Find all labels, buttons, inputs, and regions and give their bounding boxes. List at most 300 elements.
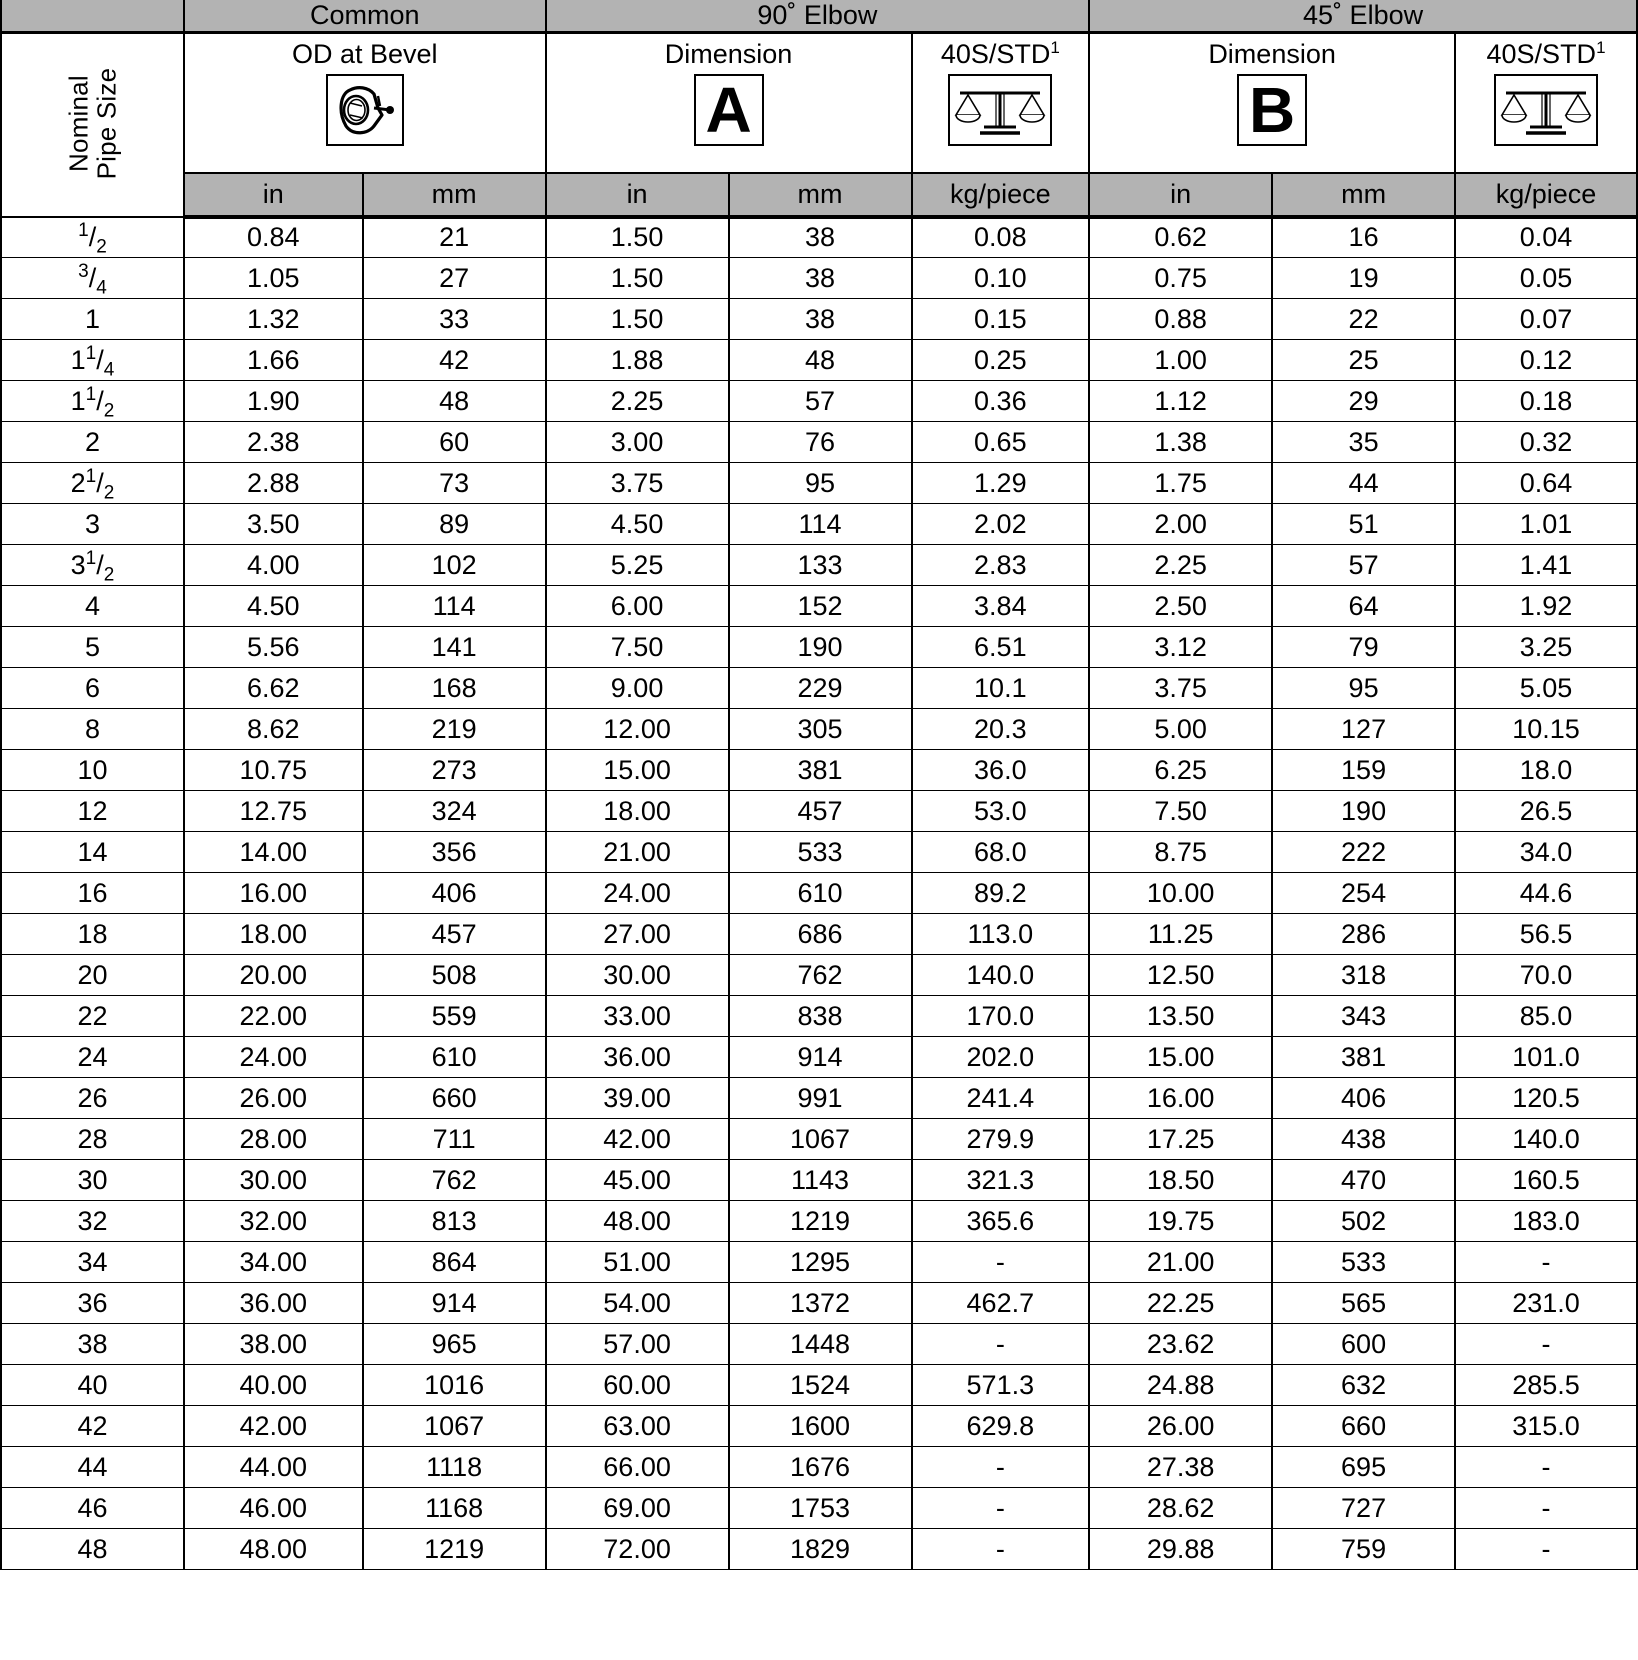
- cell-a-mm: 1676: [729, 1447, 912, 1488]
- cell-a-in: 54.00: [546, 1283, 729, 1324]
- cell-od-in: 24.00: [184, 1037, 363, 1078]
- column-title-row: [1, 33, 1637, 173]
- letter-a-icon: A: [694, 74, 764, 146]
- cell-weight-45: 10.15: [1455, 709, 1637, 750]
- cell-b-in: 29.88: [1089, 1529, 1272, 1570]
- cell-b-in: 1.00: [1089, 340, 1272, 381]
- cell-weight-45: 183.0: [1455, 1201, 1637, 1242]
- cell-b-in: 10.00: [1089, 873, 1272, 914]
- cell-b-mm: 254: [1272, 873, 1455, 914]
- cell-b-in: 12.50: [1089, 955, 1272, 996]
- cell-weight-90: 10.1: [912, 668, 1090, 709]
- cell-nominal-pipe-size: 38: [1, 1324, 184, 1365]
- unit-header-od-in: in: [184, 173, 363, 217]
- cell-od-mm: 324: [363, 791, 546, 832]
- cell-weight-90: 140.0: [912, 955, 1090, 996]
- cell-b-mm: 286: [1272, 914, 1455, 955]
- cell-b-in: 21.00: [1089, 1242, 1272, 1283]
- cell-od-in: 30.00: [184, 1160, 363, 1201]
- col-title-label: 40S/STD$^1$: [940, 38, 1060, 69]
- table-row: [1, 586, 1637, 627]
- cell-nominal-pipe-size: $3^1/_2$: [1, 545, 184, 586]
- cell-b-in: 3.12: [1089, 627, 1272, 668]
- unit-header-a-in: in: [546, 173, 729, 217]
- cell-b-mm: 159: [1272, 750, 1455, 791]
- cell-od-in: 46.00: [184, 1488, 363, 1529]
- table-row: [1, 1201, 1637, 1242]
- cell-od-in: 26.00: [184, 1078, 363, 1119]
- cell-b-mm: 470: [1272, 1160, 1455, 1201]
- table-row: [1, 504, 1637, 545]
- cell-od-mm: 610: [363, 1037, 546, 1078]
- cell-weight-45: 26.5: [1455, 791, 1637, 832]
- cell-od-mm: 762: [363, 1160, 546, 1201]
- unit-header-b-in: in: [1089, 173, 1272, 217]
- cell-b-in: 8.75: [1089, 832, 1272, 873]
- cell-weight-45: 101.0: [1455, 1037, 1637, 1078]
- cell-b-in: 24.88: [1089, 1365, 1272, 1406]
- letter-b-icon: B: [1237, 74, 1307, 146]
- cell-b-mm: 222: [1272, 832, 1455, 873]
- cell-nominal-pipe-size: 18: [1, 914, 184, 955]
- cell-weight-90: 241.4: [912, 1078, 1090, 1119]
- cell-nominal-pipe-size: 14: [1, 832, 184, 873]
- cell-od-in: 32.00: [184, 1201, 363, 1242]
- cell-weight-45: 0.05: [1455, 258, 1637, 299]
- cell-weight-90: -: [912, 1488, 1090, 1529]
- group-header-90-elbow: 90˚ Elbow: [546, 0, 1090, 33]
- cell-weight-45: 0.18: [1455, 381, 1637, 422]
- cell-od-in: 38.00: [184, 1324, 363, 1365]
- cell-weight-45: -: [1455, 1447, 1637, 1488]
- cell-weight-45: 56.5: [1455, 914, 1637, 955]
- cell-b-in: 5.00: [1089, 709, 1272, 750]
- cell-nominal-pipe-size: 5: [1, 627, 184, 668]
- cell-b-mm: 759: [1272, 1529, 1455, 1570]
- cell-od-mm: 1118: [363, 1447, 546, 1488]
- cell-b-in: 2.25: [1089, 545, 1272, 586]
- cell-b-mm: 25: [1272, 340, 1455, 381]
- cell-b-mm: 600: [1272, 1324, 1455, 1365]
- cell-weight-45: 18.0: [1455, 750, 1637, 791]
- cell-weight-45: 5.05: [1455, 668, 1637, 709]
- table-row: [1, 914, 1637, 955]
- cell-a-in: 30.00: [546, 955, 729, 996]
- cell-b-in: 2.00: [1089, 504, 1272, 545]
- cell-od-in: 14.00: [184, 832, 363, 873]
- cell-a-mm: 610: [729, 873, 912, 914]
- table-row: [1, 832, 1637, 873]
- cell-nominal-pipe-size: 6: [1, 668, 184, 709]
- cell-nominal-pipe-size: $1^1/_4$: [1, 340, 184, 381]
- cell-od-in: 1.66: [184, 340, 363, 381]
- cell-od-mm: 660: [363, 1078, 546, 1119]
- cell-a-mm: 914: [729, 1037, 912, 1078]
- cell-od-mm: 813: [363, 1201, 546, 1242]
- cell-a-in: 1.50: [546, 258, 729, 299]
- cell-a-mm: 190: [729, 627, 912, 668]
- group-header-row: [1, 0, 1637, 33]
- cell-a-mm: 381: [729, 750, 912, 791]
- cell-a-mm: 533: [729, 832, 912, 873]
- unit-header-weight-90: kg/piece: [912, 173, 1090, 217]
- cell-weight-90: 3.84: [912, 586, 1090, 627]
- cell-a-mm: 38: [729, 299, 912, 340]
- table-row: [1, 422, 1637, 463]
- cell-a-in: 3.00: [546, 422, 729, 463]
- cell-od-in: 28.00: [184, 1119, 363, 1160]
- cell-weight-90: 0.15: [912, 299, 1090, 340]
- cell-weight-45: 34.0: [1455, 832, 1637, 873]
- cell-b-mm: 565: [1272, 1283, 1455, 1324]
- cell-od-mm: 356: [363, 832, 546, 873]
- cell-a-mm: 1600: [729, 1406, 912, 1447]
- cell-weight-90: 36.0: [912, 750, 1090, 791]
- cell-weight-90: 1.29: [912, 463, 1090, 504]
- cell-nominal-pipe-size: 48: [1, 1529, 184, 1570]
- cell-weight-90: 0.10: [912, 258, 1090, 299]
- cell-a-mm: 305: [729, 709, 912, 750]
- cell-a-mm: 152: [729, 586, 912, 627]
- cell-od-mm: 141: [363, 627, 546, 668]
- table-body: [1, 217, 1637, 1570]
- cell-b-mm: 51: [1272, 504, 1455, 545]
- cell-a-mm: 838: [729, 996, 912, 1037]
- table-row: [1, 299, 1637, 340]
- cell-od-mm: 73: [363, 463, 546, 504]
- table-row: [1, 750, 1637, 791]
- cell-weight-90: 113.0: [912, 914, 1090, 955]
- cell-od-in: 6.62: [184, 668, 363, 709]
- cell-weight-45: -: [1455, 1488, 1637, 1529]
- cell-a-mm: 57: [729, 381, 912, 422]
- cell-weight-45: 85.0: [1455, 996, 1637, 1037]
- cell-weight-90: 321.3: [912, 1160, 1090, 1201]
- cell-od-in: 4.50: [184, 586, 363, 627]
- cell-a-in: 1.50: [546, 299, 729, 340]
- cell-b-in: 2.50: [1089, 586, 1272, 627]
- cell-nominal-pipe-size: 24: [1, 1037, 184, 1078]
- pipe-bevel-icon: [326, 74, 404, 146]
- cell-od-mm: 48: [363, 381, 546, 422]
- cell-weight-45: 0.04: [1455, 217, 1637, 258]
- cell-od-mm: 1067: [363, 1406, 546, 1447]
- cell-od-in: 22.00: [184, 996, 363, 1037]
- table-row: [1, 1406, 1637, 1447]
- cell-weight-90: 6.51: [912, 627, 1090, 668]
- cell-weight-45: 1.01: [1455, 504, 1637, 545]
- cell-b-mm: 438: [1272, 1119, 1455, 1160]
- cell-b-mm: 35: [1272, 422, 1455, 463]
- cell-a-in: 39.00: [546, 1078, 729, 1119]
- cell-a-in: 2.25: [546, 381, 729, 422]
- cell-a-in: 42.00: [546, 1119, 729, 1160]
- corner-cell: [1, 0, 184, 33]
- cell-a-mm: 686: [729, 914, 912, 955]
- cell-a-in: 51.00: [546, 1242, 729, 1283]
- cell-a-in: 66.00: [546, 1447, 729, 1488]
- cell-od-mm: 60: [363, 422, 546, 463]
- cell-b-in: 0.75: [1089, 258, 1272, 299]
- cell-weight-90: -: [912, 1242, 1090, 1283]
- cell-b-in: 23.62: [1089, 1324, 1272, 1365]
- table-row: [1, 668, 1637, 709]
- cell-od-in: 36.00: [184, 1283, 363, 1324]
- footnote-marker: 1: [1050, 38, 1060, 57]
- cell-a-in: 1.88: [546, 340, 729, 381]
- table-row: [1, 996, 1637, 1037]
- cell-a-in: 21.00: [546, 832, 729, 873]
- table-row: [1, 1078, 1637, 1119]
- footnote-marker: 1: [1596, 38, 1606, 57]
- cell-od-mm: 102: [363, 545, 546, 586]
- cell-b-mm: 64: [1272, 586, 1455, 627]
- cell-weight-90: 2.02: [912, 504, 1090, 545]
- table-row: [1, 1529, 1637, 1570]
- cell-a-mm: 762: [729, 955, 912, 996]
- cell-a-mm: 1753: [729, 1488, 912, 1529]
- cell-od-mm: 1219: [363, 1529, 546, 1570]
- cell-b-in: 28.62: [1089, 1488, 1272, 1529]
- cell-od-mm: 1016: [363, 1365, 546, 1406]
- cell-weight-45: -: [1455, 1242, 1637, 1283]
- table-row: [1, 1242, 1637, 1283]
- cell-od-in: 1.32: [184, 299, 363, 340]
- cell-a-in: 36.00: [546, 1037, 729, 1078]
- col-title-label: OD at Bevel: [291, 39, 438, 69]
- cell-nominal-pipe-size: $^3/_4$: [1, 258, 184, 299]
- cell-nominal-pipe-size: 26: [1, 1078, 184, 1119]
- cell-od-in: 34.00: [184, 1242, 363, 1283]
- cell-nominal-pipe-size: 42: [1, 1406, 184, 1447]
- cell-weight-45: 0.32: [1455, 422, 1637, 463]
- cell-a-mm: 133: [729, 545, 912, 586]
- table-row: [1, 791, 1637, 832]
- cell-a-mm: 1067: [729, 1119, 912, 1160]
- cell-nominal-pipe-size: 1: [1, 299, 184, 340]
- cell-weight-45: 70.0: [1455, 955, 1637, 996]
- cell-od-mm: 219: [363, 709, 546, 750]
- cell-weight-45: 0.12: [1455, 340, 1637, 381]
- cell-b-in: 11.25: [1089, 914, 1272, 955]
- cell-b-mm: 406: [1272, 1078, 1455, 1119]
- cell-od-mm: 27: [363, 258, 546, 299]
- cell-nominal-pipe-size: 20: [1, 955, 184, 996]
- cell-a-mm: 1829: [729, 1529, 912, 1570]
- cell-od-mm: 21: [363, 217, 546, 258]
- cell-a-mm: 48: [729, 340, 912, 381]
- cell-weight-45: 1.41: [1455, 545, 1637, 586]
- cell-a-in: 45.00: [546, 1160, 729, 1201]
- cell-od-in: 16.00: [184, 873, 363, 914]
- cell-a-in: 18.00: [546, 791, 729, 832]
- cell-od-mm: 1168: [363, 1488, 546, 1529]
- cell-a-in: 63.00: [546, 1406, 729, 1447]
- cell-weight-45: 315.0: [1455, 1406, 1637, 1447]
- cell-weight-90: 571.3: [912, 1365, 1090, 1406]
- cell-od-mm: 457: [363, 914, 546, 955]
- cell-nominal-pipe-size: 8: [1, 709, 184, 750]
- cell-od-mm: 33: [363, 299, 546, 340]
- cell-weight-45: 120.5: [1455, 1078, 1637, 1119]
- cell-od-in: 3.50: [184, 504, 363, 545]
- table-row: [1, 340, 1637, 381]
- cell-a-in: 3.75: [546, 463, 729, 504]
- cell-b-mm: 695: [1272, 1447, 1455, 1488]
- cell-nominal-pipe-size: 34: [1, 1242, 184, 1283]
- cell-nominal-pipe-size: 10: [1, 750, 184, 791]
- cell-a-in: 60.00: [546, 1365, 729, 1406]
- cell-a-in: 48.00: [546, 1201, 729, 1242]
- cell-od-mm: 711: [363, 1119, 546, 1160]
- cell-b-in: 7.50: [1089, 791, 1272, 832]
- nps-label-line1: Nominal: [62, 75, 93, 173]
- cell-od-mm: 168: [363, 668, 546, 709]
- cell-nominal-pipe-size: 46: [1, 1488, 184, 1529]
- cell-weight-90: 462.7: [912, 1283, 1090, 1324]
- cell-weight-45: 160.5: [1455, 1160, 1637, 1201]
- cell-weight-90: 20.3: [912, 709, 1090, 750]
- cell-b-mm: 660: [1272, 1406, 1455, 1447]
- cell-weight-90: 0.08: [912, 217, 1090, 258]
- cell-a-mm: 1524: [729, 1365, 912, 1406]
- nps-label-line2: Pipe Size: [90, 68, 121, 180]
- col-title-label: 40S/STD$^1$: [1486, 38, 1606, 69]
- unit-header-b-mm: mm: [1272, 173, 1455, 217]
- cell-a-in: 33.00: [546, 996, 729, 1037]
- cell-a-in: 1.50: [546, 217, 729, 258]
- col-title-dimension-b: [1089, 33, 1455, 173]
- unit-header-a-mm: mm: [729, 173, 912, 217]
- nominal-pipe-size-header: [1, 33, 184, 217]
- cell-nominal-pipe-size: 30: [1, 1160, 184, 1201]
- cell-a-in: 4.50: [546, 504, 729, 545]
- cell-a-in: 9.00: [546, 668, 729, 709]
- cell-weight-90: 0.36: [912, 381, 1090, 422]
- cell-a-in: 24.00: [546, 873, 729, 914]
- cell-b-mm: 318: [1272, 955, 1455, 996]
- col-title-dimension-a: [546, 33, 912, 173]
- units-header-row: [1, 173, 1637, 217]
- cell-b-mm: 533: [1272, 1242, 1455, 1283]
- cell-weight-90: 89.2: [912, 873, 1090, 914]
- cell-od-in: 1.90: [184, 381, 363, 422]
- cell-nominal-pipe-size: 3: [1, 504, 184, 545]
- cell-weight-90: 68.0: [912, 832, 1090, 873]
- scale-balance-icon: [948, 74, 1052, 146]
- cell-b-mm: 190: [1272, 791, 1455, 832]
- cell-nominal-pipe-size: 16: [1, 873, 184, 914]
- cell-a-mm: 1372: [729, 1283, 912, 1324]
- cell-a-in: 69.00: [546, 1488, 729, 1529]
- unit-header-od-mm: mm: [363, 173, 546, 217]
- cell-b-in: 6.25: [1089, 750, 1272, 791]
- cell-od-in: 20.00: [184, 955, 363, 996]
- cell-weight-45: 231.0: [1455, 1283, 1637, 1324]
- cell-a-mm: 38: [729, 258, 912, 299]
- cell-od-in: 44.00: [184, 1447, 363, 1488]
- cell-od-in: 48.00: [184, 1529, 363, 1570]
- col-title-weight-45: [1455, 33, 1637, 173]
- cell-nominal-pipe-size: 28: [1, 1119, 184, 1160]
- cell-b-mm: 19: [1272, 258, 1455, 299]
- cell-od-in: 10.75: [184, 750, 363, 791]
- cell-weight-90: 202.0: [912, 1037, 1090, 1078]
- cell-b-in: 3.75: [1089, 668, 1272, 709]
- cell-weight-45: 44.6: [1455, 873, 1637, 914]
- cell-od-mm: 864: [363, 1242, 546, 1283]
- cell-weight-90: 170.0: [912, 996, 1090, 1037]
- cell-weight-90: 0.65: [912, 422, 1090, 463]
- cell-weight-90: 0.25: [912, 340, 1090, 381]
- cell-b-mm: 29: [1272, 381, 1455, 422]
- table-row: [1, 1119, 1637, 1160]
- cell-od-in: 0.84: [184, 217, 363, 258]
- cell-od-in: 40.00: [184, 1365, 363, 1406]
- cell-nominal-pipe-size: 36: [1, 1283, 184, 1324]
- col-title-label: Dimension: [1208, 39, 1336, 69]
- cell-weight-45: -: [1455, 1324, 1637, 1365]
- table-row: [1, 463, 1637, 504]
- cell-nominal-pipe-size: 12: [1, 791, 184, 832]
- cell-nominal-pipe-size: $2^1/_2$: [1, 463, 184, 504]
- cell-a-in: 15.00: [546, 750, 729, 791]
- cell-weight-45: 0.07: [1455, 299, 1637, 340]
- cell-a-mm: 991: [729, 1078, 912, 1119]
- cell-od-mm: 114: [363, 586, 546, 627]
- cell-od-in: 18.00: [184, 914, 363, 955]
- cell-b-mm: 127: [1272, 709, 1455, 750]
- cell-weight-90: 279.9: [912, 1119, 1090, 1160]
- scale-balance-icon: [1494, 74, 1598, 146]
- cell-od-mm: 89: [363, 504, 546, 545]
- cell-od-mm: 914: [363, 1283, 546, 1324]
- table-row: [1, 545, 1637, 586]
- cell-weight-45: 0.64: [1455, 463, 1637, 504]
- cell-b-mm: 95: [1272, 668, 1455, 709]
- cell-a-mm: 1143: [729, 1160, 912, 1201]
- cell-b-mm: 343: [1272, 996, 1455, 1037]
- table-row: [1, 873, 1637, 914]
- cell-b-mm: 57: [1272, 545, 1455, 586]
- cell-a-mm: 76: [729, 422, 912, 463]
- cell-weight-90: 365.6: [912, 1201, 1090, 1242]
- cell-nominal-pipe-size: 40: [1, 1365, 184, 1406]
- cell-a-in: 7.50: [546, 627, 729, 668]
- cell-nominal-pipe-size: $^1/_2$: [1, 217, 184, 258]
- cell-weight-90: -: [912, 1324, 1090, 1365]
- cell-od-mm: 406: [363, 873, 546, 914]
- cell-od-mm: 965: [363, 1324, 546, 1365]
- cell-nominal-pipe-size: 32: [1, 1201, 184, 1242]
- cell-od-in: 1.05: [184, 258, 363, 299]
- cell-od-mm: 559: [363, 996, 546, 1037]
- cell-b-mm: 727: [1272, 1488, 1455, 1529]
- cell-weight-90: 629.8: [912, 1406, 1090, 1447]
- col-title-od-at-bevel: [184, 33, 546, 173]
- cell-b-in: 1.38: [1089, 422, 1272, 463]
- cell-b-in: 18.50: [1089, 1160, 1272, 1201]
- cell-b-mm: 22: [1272, 299, 1455, 340]
- cell-b-mm: 16: [1272, 217, 1455, 258]
- nominal-pipe-size-rotated-label: [62, 68, 121, 180]
- cell-b-in: 16.00: [1089, 1078, 1272, 1119]
- cell-od-in: 8.62: [184, 709, 363, 750]
- group-header-45-elbow: 45˚ Elbow: [1089, 0, 1637, 33]
- cell-od-mm: 508: [363, 955, 546, 996]
- cell-a-in: 6.00: [546, 586, 729, 627]
- cell-b-in: 13.50: [1089, 996, 1272, 1037]
